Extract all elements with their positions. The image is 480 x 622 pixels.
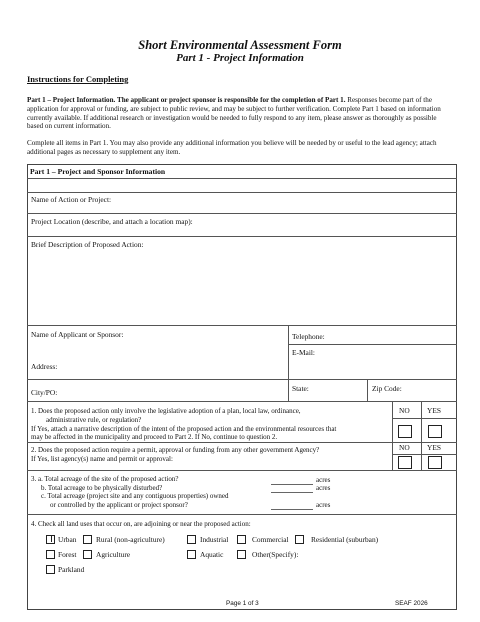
aquatic-label: Aquatic	[200, 550, 224, 559]
agriculture-label: Agriculture	[96, 550, 131, 559]
q1-line1: 1. Does the proposed action only involve the legislative adoption of a plan, local law, ordinance,	[31, 407, 301, 415]
state-label: State:	[292, 384, 309, 393]
aquatic-checkbox[interactable]	[187, 550, 196, 559]
industrial-checkbox[interactable]	[187, 535, 196, 544]
q3c-field[interactable]	[271, 509, 313, 510]
rule	[27, 514, 457, 515]
parkland-checkbox[interactable]	[46, 565, 55, 574]
forest-label: Forest	[58, 550, 77, 559]
q3c2-text: or controlled by the applicant or project sponsor?	[50, 501, 188, 509]
q2-line2: If Yes, list agency(s) name and permit or approval:	[31, 455, 173, 463]
q1-yes-checkbox[interactable]	[428, 425, 442, 438]
divider	[392, 401, 393, 470]
q2-yes-checkbox[interactable]	[428, 456, 442, 469]
urban-checkbox[interactable]	[46, 535, 55, 544]
complete-paragraph: Complete all items in Part 1. You may also provide any additional information you believe will be needed by or useful to the lead agency; attach additional pages as necessary to supplement any item.	[27, 139, 437, 156]
rule	[27, 379, 457, 380]
divider	[288, 379, 289, 401]
address-label: Address:	[31, 362, 58, 371]
other-label: Other(Specify):	[252, 550, 299, 559]
q1-no-checkbox[interactable]	[398, 425, 412, 438]
q1-no-label: NO	[399, 406, 410, 415]
commercial-label: Commercial	[252, 535, 289, 544]
rule	[27, 470, 457, 471]
urban-label: Urban	[58, 535, 77, 544]
intro-paragraph	[27, 96, 453, 131]
rural-checkbox[interactable]	[83, 535, 92, 544]
q3c1-text: c. Total acreage (project site and any contiguous properties) owned	[41, 492, 229, 500]
divider	[367, 379, 368, 401]
rule	[392, 418, 457, 419]
rule	[27, 236, 457, 237]
forest-checkbox[interactable]	[46, 550, 55, 559]
q3a-field[interactable]	[271, 484, 313, 485]
description-label: Brief Description of Proposed Action:	[31, 240, 144, 249]
q3c-unit: acres	[316, 501, 331, 509]
other-checkbox[interactable]	[237, 550, 246, 559]
q2-no-checkbox[interactable]	[398, 456, 412, 469]
q3b-unit: acres	[316, 484, 331, 492]
q4-text: 4. Check all land uses that occur on, are adjoining or near the proposed action:	[31, 520, 251, 528]
instructions-heading: Instructions for Completing	[27, 74, 129, 84]
q3b-field[interactable]	[271, 492, 313, 493]
location-label: Project Location (describe, and attach a location map):	[31, 217, 193, 226]
applicant-label: Name of Applicant or Sponsor:	[31, 330, 124, 339]
divider	[421, 401, 422, 470]
rule	[27, 213, 457, 214]
telephone-label: Telephone:	[292, 332, 325, 341]
zip-label: Zip Code:	[372, 384, 402, 393]
q2-line1: 2. Does the proposed action require a permit, approval or funding from any other government Agency?	[31, 446, 320, 454]
q3a-text: 3. a. Total acreage of the site of the proposed action?	[31, 475, 179, 483]
q2-no-label: NO	[399, 443, 410, 452]
agriculture-checkbox[interactable]	[83, 550, 92, 559]
form-code: SEAF 2026	[395, 600, 428, 607]
rule	[27, 325, 457, 326]
q3b-text: b. Total acreage to be physically disturbed?	[41, 484, 163, 492]
intro-rest: Responses become part of the application for approval or funding, are subject to public review, and may be subject to further verification. Complete Part 1 based on information currently available. If additional research or investigation would be needed to fully respond to any item, please answer as thoroughly as possible based on current information.	[27, 96, 441, 131]
section-header: Part 1 – Project and Sponsor Information	[30, 167, 166, 176]
city-label: City/PO:	[31, 388, 58, 397]
q1-yes-label: YES	[427, 406, 441, 415]
intro-bold: Part 1 – Project Information. The applicant or project sponsor is responsible for the completion of Part 1.	[27, 96, 346, 104]
action-name-label: Name of Action or Project:	[31, 195, 112, 204]
commercial-checkbox[interactable]	[237, 535, 246, 544]
form-title: Short Environmental Assessment Form	[138, 38, 342, 52]
q2-yes-label: YES	[427, 443, 441, 452]
industrial-label: Industrial	[200, 535, 229, 544]
parkland-label: Parkland	[58, 565, 85, 574]
q1-line2: administrative rule, or regulation?	[46, 416, 142, 424]
rule	[288, 344, 457, 345]
q1-line4: may be affected in the municipality and proceed to Part 2. If No, continue to question 2.	[31, 433, 278, 441]
q3a-unit: acres	[316, 476, 331, 484]
rule	[27, 192, 457, 193]
email-label: E-Mail:	[292, 348, 315, 357]
divider	[288, 325, 289, 379]
residential-checkbox[interactable]	[295, 535, 304, 544]
page-number: Page 1 of 3	[226, 600, 259, 607]
rural-label: Rural (non-agriculture)	[96, 535, 165, 544]
form-subtitle: Part 1 - Project Information	[176, 52, 304, 64]
residential-label: Residential (suburban)	[311, 535, 379, 544]
q1-line3: If Yes, attach a narrative description of the intent of the proposed action and the environmental resources that	[31, 425, 337, 433]
rule	[27, 178, 457, 179]
rule	[392, 454, 457, 455]
